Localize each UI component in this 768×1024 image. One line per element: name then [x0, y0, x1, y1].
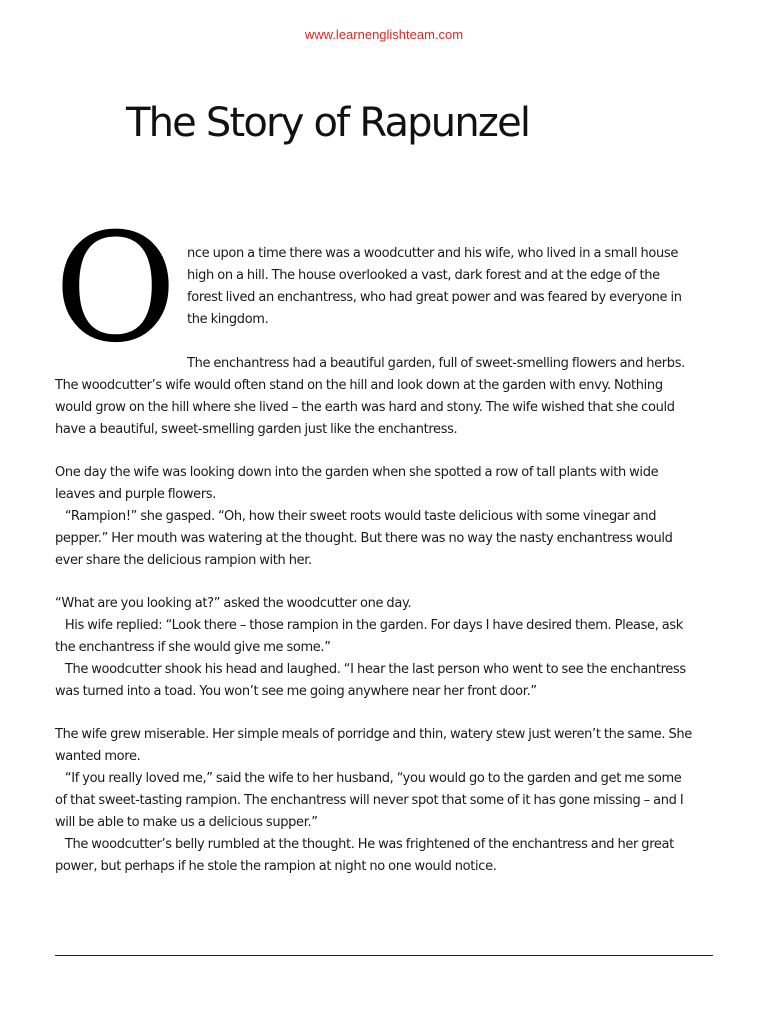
paragraph-3: [55, 462, 715, 572]
text-line: The woodcutter’s wife would often stand on the hill and look down at the garden with envy. Nothing: [55, 378, 663, 393]
text-line: have a beautiful, sweet-smelling garden just like the enchantress.: [55, 422, 458, 437]
text-line: forest lived an enchantress, who had great power and was feared by everyone in: [187, 290, 682, 305]
text-line: will be able to make us a delicious supper.”: [55, 815, 318, 830]
text-line: of that sweet-tasting rampion. The enchantress will never spot that some of it has gone missing – and I: [55, 793, 684, 808]
paragraph-4: [55, 593, 715, 703]
text-line: One day the wife was looking down into the garden when she spotted a row of tall plants with wide: [55, 465, 659, 480]
text-line: power, but perhaps if he stole the rampion at night no one would notice.: [55, 859, 497, 874]
text-line: “Rampion!” she gasped. “Oh, how their sweet roots would taste delicious with some vinegar and: [55, 509, 657, 524]
text-line: His wife replied: “Look there – those rampion in the garden. For days I have desired them. Please, ask: [55, 618, 683, 633]
text-line: The woodcutter shook his head and laughed. “I hear the last person who went to see the enchantress: [55, 662, 686, 677]
paragraph-2: [55, 353, 715, 441]
text-line: high on a hill. The house overlooked a vast, dark forest and at the edge of the: [187, 268, 660, 283]
text-line: The woodcutter’s belly rumbled at the thought. He was frightened of the enchantress and her great: [55, 837, 674, 852]
paragraph-1: [187, 243, 717, 331]
paragraph-5: [55, 724, 715, 878]
text-line: the kingdom.: [187, 312, 269, 327]
footer-divider: [55, 955, 713, 956]
text-line: the enchantress if she would give me some.”: [55, 640, 331, 655]
text-line: “What are you looking at?” asked the woodcutter one day.: [55, 596, 412, 611]
text-line: would grow on the hill where she lived – the earth was hard and stony. The wife wished that she could: [55, 400, 675, 415]
page-title: The Story of Rapunzel: [126, 100, 530, 146]
text-line: nce upon a time there was a woodcutter and his wife, who lived in a small house: [187, 246, 678, 261]
text-line: wanted more.: [55, 749, 141, 764]
text-line: “If you really loved me,” said the wife to her husband, “you would go to the garden and get me some: [55, 771, 682, 786]
text-line: leaves and purple flowers.: [55, 487, 217, 502]
site-url-link[interactable]: www.learnenglishteam.com: [304, 27, 464, 42]
text-line: The enchantress had a beautiful garden, full of sweet-smelling flowers and herbs.: [187, 356, 685, 371]
drop-cap-letter: O: [54, 202, 177, 376]
text-line: The wife grew miserable. Her simple meals of porridge and thin, watery stew just weren’t the same. She: [55, 727, 692, 742]
text-line: pepper.” Her mouth was watering at the thought. But there was no way the nasty enchantress would: [55, 531, 673, 546]
text-line: ever share the delicious rampion with her.: [55, 553, 312, 568]
text-line: was turned into a toad. You won’t see me going anywhere near her front door.”: [55, 684, 537, 699]
